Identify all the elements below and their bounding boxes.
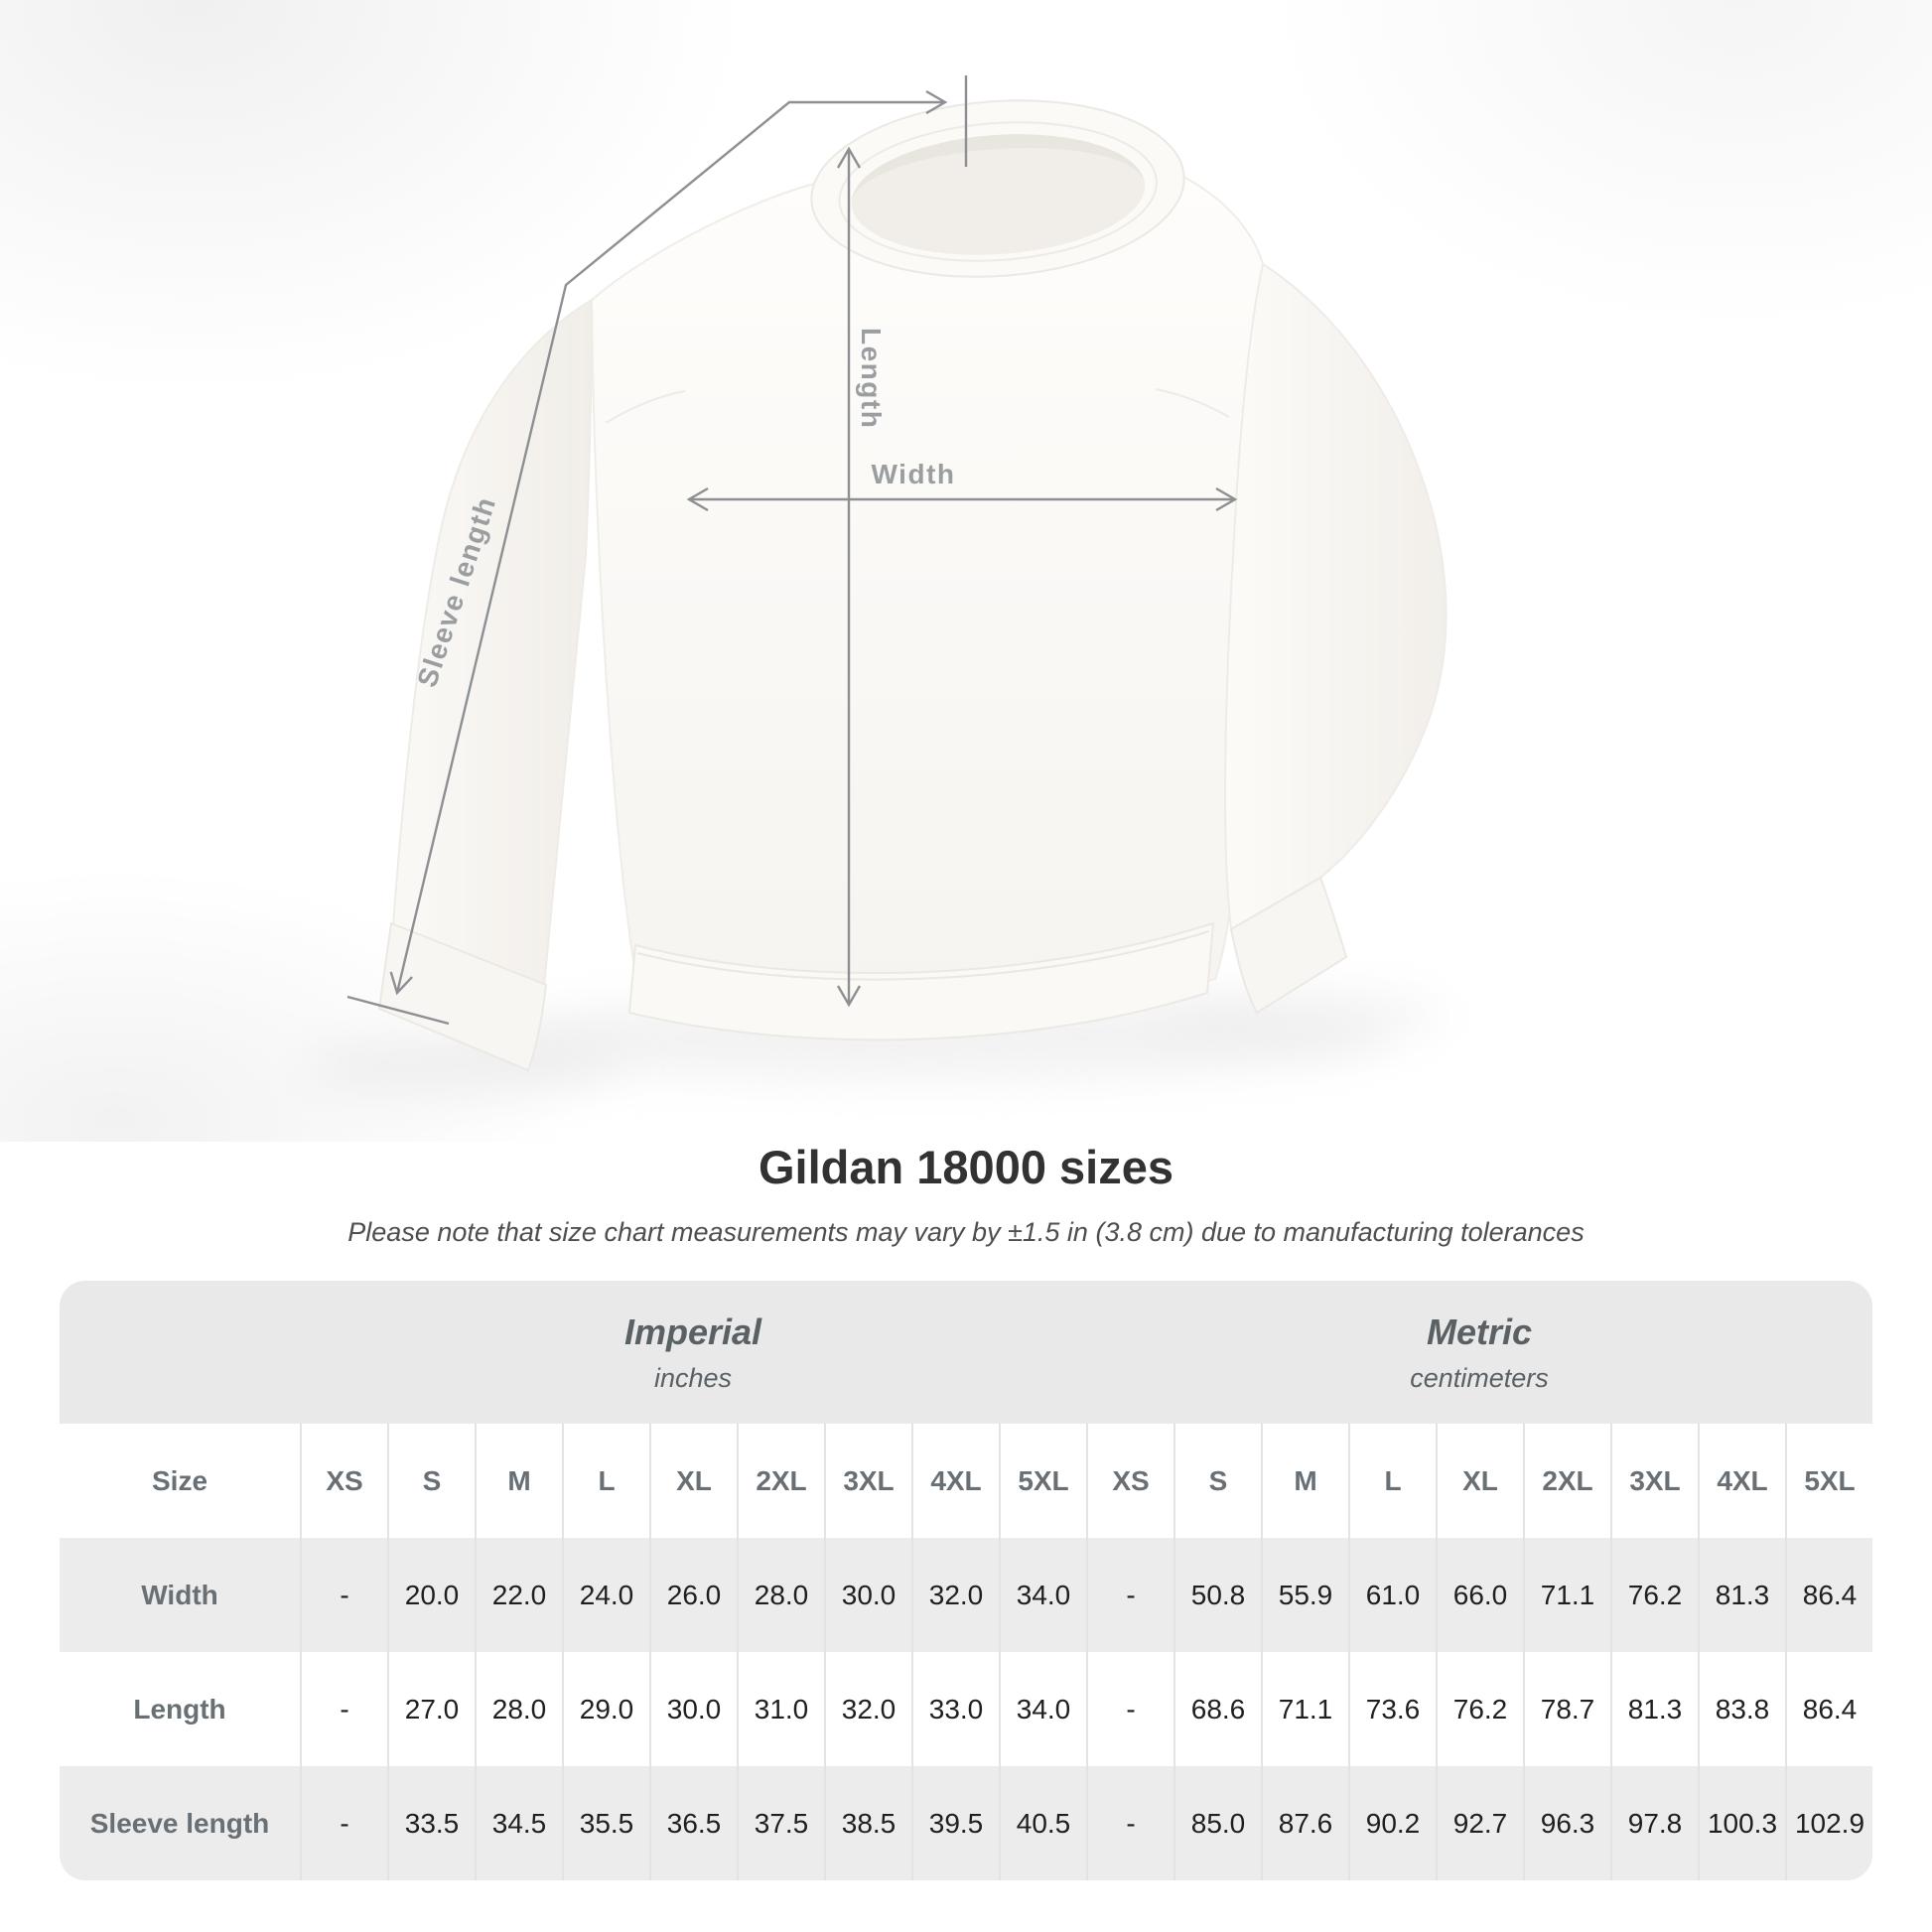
length-metric-5xl: 86.4 (1785, 1652, 1872, 1766)
size-col-header: XL (1436, 1424, 1523, 1538)
length-metric-3xl: 81.3 (1610, 1652, 1698, 1766)
length-metric-m: 71.1 (1261, 1652, 1348, 1766)
width-metric-4xl: 81.3 (1698, 1538, 1785, 1652)
length-imperial-m: 28.0 (475, 1652, 562, 1766)
length-imperial-3xl: 32.0 (824, 1652, 911, 1766)
sleeve-imperial-l: 35.5 (562, 1766, 649, 1880)
size-header-row (60, 1424, 1872, 1538)
size-col-header: 5XL (999, 1424, 1086, 1538)
width-imperial-3xl: 30.0 (824, 1538, 911, 1652)
sleeve-imperial-2xl: 37.5 (737, 1766, 824, 1880)
sleeve-metric-4xl: 100.3 (1698, 1766, 1785, 1880)
width-metric-2xl: 71.1 (1523, 1538, 1610, 1652)
length-metric-s: 68.6 (1173, 1652, 1261, 1766)
imperial-label: Imperial (623, 1311, 762, 1352)
size-col-header: 4XL (1698, 1424, 1785, 1538)
size-col-header: 2XL (737, 1424, 824, 1538)
width-row (60, 1538, 1872, 1652)
sleeve-length-label: Sleeve length (411, 492, 502, 691)
width-metric-m: 55.9 (1261, 1538, 1348, 1652)
length-metric-xs: - (1086, 1652, 1173, 1766)
width-metric-5xl: 86.4 (1785, 1538, 1872, 1652)
size-col-header: L (1348, 1424, 1436, 1538)
length-metric-xl: 76.2 (1436, 1652, 1523, 1766)
page-title: Gildan 18000 sizes (758, 1141, 1174, 1193)
width-metric-xs: - (1086, 1538, 1173, 1652)
width-imperial-xs: - (300, 1538, 387, 1652)
width-imperial-2xl: 28.0 (737, 1538, 824, 1652)
sleeve-imperial-3xl: 38.5 (824, 1766, 911, 1880)
unit-group-header-row (60, 1281, 1872, 1424)
length-imperial-s: 27.0 (387, 1652, 475, 1766)
metric-label: Metric (1426, 1311, 1533, 1352)
size-col-header: 4XL (911, 1424, 999, 1538)
row-label: Length (60, 1652, 300, 1766)
sleeve-metric-m: 87.6 (1261, 1766, 1348, 1880)
sleeve-metric-2xl: 96.3 (1523, 1766, 1610, 1880)
width-imperial-l: 24.0 (562, 1538, 649, 1652)
row-label: Width (60, 1538, 300, 1652)
length-imperial-4xl: 33.0 (911, 1652, 999, 1766)
length-row (60, 1652, 1872, 1766)
corner-spacer (60, 1281, 300, 1424)
length-label: Length (856, 328, 887, 430)
sleeve-imperial-s: 33.5 (387, 1766, 475, 1880)
size-col-header: XL (649, 1424, 737, 1538)
size-col-header: S (1173, 1424, 1261, 1538)
sleeve-metric-xs: - (1086, 1766, 1173, 1880)
size-col-header: 3XL (1610, 1424, 1698, 1538)
metric-group-header (1086, 1281, 1872, 1424)
sleeve-metric-5xl: 102.9 (1785, 1766, 1872, 1880)
sleeve-metric-xl: 92.7 (1436, 1766, 1523, 1880)
sweatshirt-right-sleeve (1225, 264, 1446, 929)
width-metric-s: 50.8 (1173, 1538, 1261, 1652)
row-label: Sleeve length (60, 1766, 300, 1880)
sleeve-imperial-4xl: 39.5 (911, 1766, 999, 1880)
sleeve-length-row (60, 1766, 1872, 1880)
size-col-header: 2XL (1523, 1424, 1610, 1538)
length-imperial-5xl: 34.0 (999, 1652, 1086, 1766)
length-imperial-2xl: 31.0 (737, 1652, 824, 1766)
tolerance-note: Please note that size chart measurements may vary by ±1.5 in (3.8 cm) due to manufacturing tolerances (347, 1217, 1585, 1247)
size-col-header: 5XL (1785, 1424, 1872, 1538)
width-metric-3xl: 76.2 (1610, 1538, 1698, 1652)
width-imperial-xl: 26.0 (649, 1538, 737, 1652)
sleeve-imperial-xs: - (300, 1766, 387, 1880)
width-metric-xl: 66.0 (1436, 1538, 1523, 1652)
size-column-header: Size (60, 1424, 300, 1538)
width-metric-l: 61.0 (1348, 1538, 1436, 1652)
sleeve-imperial-5xl: 40.5 (999, 1766, 1086, 1880)
size-col-header: M (1261, 1424, 1348, 1538)
width-imperial-m: 22.0 (475, 1538, 562, 1652)
sleeve-imperial-xl: 36.5 (649, 1766, 737, 1880)
size-col-header: S (387, 1424, 475, 1538)
size-col-header: XS (1086, 1424, 1173, 1538)
imperial-unit-label: inches (653, 1362, 733, 1393)
size-col-header: 3XL (824, 1424, 911, 1538)
width-imperial-4xl: 32.0 (911, 1538, 999, 1652)
width-imperial-5xl: 34.0 (999, 1538, 1086, 1652)
size-col-header: M (475, 1424, 562, 1538)
sweatshirt (379, 88, 1446, 1070)
width-label: Width (871, 459, 956, 489)
sleeve-metric-3xl: 97.8 (1610, 1766, 1698, 1880)
sleeve-imperial-m: 34.5 (475, 1766, 562, 1880)
length-imperial-l: 29.0 (562, 1652, 649, 1766)
sleeve-metric-l: 90.2 (1348, 1766, 1436, 1880)
size-table (60, 1281, 1872, 1880)
sleeve-metric-s: 85.0 (1173, 1766, 1261, 1880)
length-metric-l: 73.6 (1348, 1652, 1436, 1766)
imperial-group-header (300, 1281, 1086, 1424)
metric-unit-label: centimeters (1410, 1362, 1549, 1393)
length-metric-4xl: 83.8 (1698, 1652, 1785, 1766)
sweatshirt-body (592, 171, 1263, 1017)
length-metric-2xl: 78.7 (1523, 1652, 1610, 1766)
length-imperial-xs: - (300, 1652, 387, 1766)
length-imperial-xl: 30.0 (649, 1652, 737, 1766)
size-col-header: L (562, 1424, 649, 1538)
size-col-header: XS (300, 1424, 387, 1538)
width-imperial-s: 20.0 (387, 1538, 475, 1652)
